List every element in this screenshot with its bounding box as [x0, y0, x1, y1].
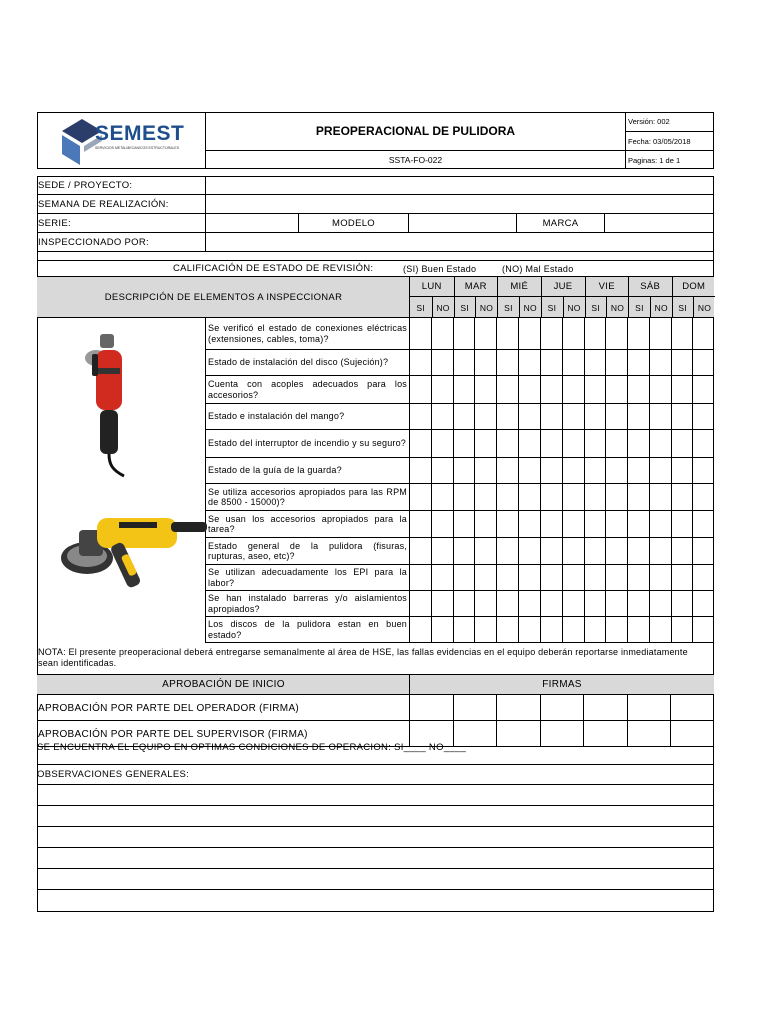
- si-checkbox[interactable]: [671, 565, 693, 590]
- sede-input[interactable]: [205, 176, 713, 195]
- no-checkbox[interactable]: [649, 376, 671, 403]
- no-checkbox[interactable]: [431, 318, 453, 349]
- item-label: [206, 484, 409, 510]
- si-checkbox[interactable]: [453, 350, 475, 375]
- si-checkbox[interactable]: [584, 318, 606, 349]
- item-text: Se utilizan adecuadamente los EPI para la labor?: [208, 567, 407, 588]
- days-header: [409, 276, 714, 318]
- checklist-row: [206, 511, 714, 538]
- supervisor-label: APROBACIÓN POR PARTE DEL SUPERVISOR (FIRMA): [38, 728, 308, 740]
- si-checkbox[interactable]: [496, 565, 518, 590]
- si-header: SI: [497, 297, 519, 318]
- operator-signature-cell[interactable]: [583, 695, 627, 720]
- no-checkbox[interactable]: [605, 458, 627, 483]
- logo-cell: [37, 112, 206, 169]
- operator-signature-cell[interactable]: [627, 695, 671, 720]
- si-checkbox[interactable]: [409, 458, 431, 483]
- no-checkbox[interactable]: [431, 376, 453, 403]
- no-checkbox[interactable]: [562, 350, 584, 375]
- observaciones-line-2[interactable]: [37, 806, 714, 827]
- no-checkbox[interactable]: [605, 591, 627, 616]
- no-checkbox[interactable]: [692, 458, 714, 483]
- si-checkbox[interactable]: [453, 538, 475, 564]
- checklist-row: [206, 538, 714, 565]
- meta-cell: [625, 112, 714, 169]
- si-checkbox[interactable]: [584, 617, 606, 642]
- no-header: NO: [606, 297, 628, 318]
- si-checkbox[interactable]: [627, 318, 649, 349]
- day-header-0: LUN: [410, 277, 454, 297]
- no-header: NO: [563, 297, 585, 318]
- row-semana: [37, 195, 714, 214]
- no-checkbox[interactable]: [431, 404, 453, 429]
- no-checkbox[interactable]: [605, 430, 627, 457]
- no-checkbox[interactable]: [605, 376, 627, 403]
- serie-label: SERIE:: [38, 218, 71, 229]
- si-checkbox[interactable]: [409, 617, 431, 642]
- si-checkbox[interactable]: [409, 404, 431, 429]
- no-checkbox[interactable]: [474, 484, 496, 510]
- si-checkbox[interactable]: [409, 318, 431, 349]
- inspeccionado-input[interactable]: [205, 233, 713, 252]
- no-checkbox[interactable]: [518, 591, 540, 616]
- day-header-3: JUE: [541, 277, 585, 297]
- si-checkbox[interactable]: [627, 430, 649, 457]
- no-checkbox[interactable]: [431, 430, 453, 457]
- semana-input[interactable]: [205, 195, 713, 214]
- no-checkbox[interactable]: [431, 538, 453, 564]
- si-checkbox[interactable]: [409, 484, 431, 510]
- observaciones-line-4[interactable]: [37, 848, 714, 869]
- item-text: Estado del interruptor de incendio y su seguro?: [208, 438, 407, 449]
- si-checkbox[interactable]: [584, 591, 606, 616]
- date-label: Fecha: 03/05/2018: [626, 132, 714, 151]
- modelo-label: MODELO: [299, 214, 409, 233]
- no-checkbox[interactable]: [605, 350, 627, 375]
- version-label: Versión: 002: [626, 112, 714, 132]
- no-header: NO: [432, 297, 454, 318]
- desc-header: DESCRIPCIÓN DE ELEMENTOS A INSPECCIONAR: [37, 276, 410, 318]
- no-checkbox[interactable]: [474, 565, 496, 590]
- si-checkbox[interactable]: [409, 376, 431, 403]
- si-checkbox[interactable]: [409, 538, 431, 564]
- observaciones-line-5[interactable]: [37, 869, 714, 890]
- row-serie: [37, 214, 714, 233]
- si-checkbox[interactable]: [671, 458, 693, 483]
- si-checkbox[interactable]: [584, 430, 606, 457]
- no-checkbox[interactable]: [562, 430, 584, 457]
- si-checkbox[interactable]: [627, 591, 649, 616]
- no-checkbox[interactable]: [605, 538, 627, 564]
- no-checkbox[interactable]: [474, 511, 496, 537]
- no-checkbox[interactable]: [518, 430, 540, 457]
- no-checkbox[interactable]: [474, 617, 496, 642]
- observaciones-line-6[interactable]: [37, 890, 714, 911]
- no-checkbox[interactable]: [474, 404, 496, 429]
- no-checkbox[interactable]: [562, 591, 584, 616]
- yellow-grinder-icon: [59, 496, 209, 596]
- si-checkbox[interactable]: [584, 538, 606, 564]
- si-checkbox[interactable]: [671, 350, 693, 375]
- day-header-1: MAR: [454, 277, 498, 297]
- no-header: NO: [650, 297, 672, 318]
- item-text: Se verificó el estado de conexiones eléctricas (extensiones, cables, toma)?: [208, 323, 407, 344]
- no-checkbox[interactable]: [692, 318, 714, 349]
- no-checkbox[interactable]: [649, 511, 671, 537]
- no-checkbox[interactable]: [518, 350, 540, 375]
- operator-signature-cell[interactable]: [453, 695, 497, 720]
- si-checkbox[interactable]: [671, 511, 693, 537]
- no-checkbox[interactable]: [605, 617, 627, 642]
- item-label: [206, 511, 409, 537]
- no-checkbox[interactable]: [562, 565, 584, 590]
- item-text: Estado e instalación del mango?: [208, 411, 345, 422]
- si-checkbox[interactable]: [627, 484, 649, 510]
- operator-label: APROBACIÓN POR PARTE DEL OPERADOR (FIRMA): [38, 702, 300, 714]
- item-label: [206, 458, 409, 483]
- no-checkbox[interactable]: [562, 404, 584, 429]
- operator-signature-cell[interactable]: [409, 695, 453, 720]
- pages-label: Paginas: 1 de 1: [628, 155, 681, 165]
- no-checkbox[interactable]: [518, 565, 540, 590]
- no-checkbox[interactable]: [649, 591, 671, 616]
- no-checkbox[interactable]: [562, 458, 584, 483]
- no-checkbox[interactable]: [518, 376, 540, 403]
- no-checkbox[interactable]: [518, 458, 540, 483]
- day-header-5: SÁB: [628, 277, 672, 297]
- si-checkbox[interactable]: [540, 511, 562, 537]
- si-checkbox[interactable]: [409, 350, 431, 375]
- si-checkbox[interactable]: [671, 430, 693, 457]
- approval-header: APROBACIÓN DE INICIO: [37, 674, 410, 695]
- no-checkbox[interactable]: [649, 458, 671, 483]
- si-header: SI: [541, 297, 563, 318]
- item-label: [206, 538, 409, 564]
- no-checkbox[interactable]: [431, 511, 453, 537]
- no-checkbox[interactable]: [692, 350, 714, 375]
- item-text: Se usan los accesorios apropiados para la tarea?: [208, 513, 407, 534]
- no-checkbox[interactable]: [562, 617, 584, 642]
- checklist-row: [206, 376, 714, 404]
- si-checkbox[interactable]: [496, 591, 518, 616]
- serie-input[interactable]: [205, 214, 299, 233]
- si-checkbox[interactable]: [453, 617, 475, 642]
- no-checkbox[interactable]: [562, 511, 584, 537]
- checklist-row: [206, 404, 714, 430]
- si-checkbox[interactable]: [671, 404, 693, 429]
- si-checkbox[interactable]: [409, 591, 431, 616]
- no-checkbox[interactable]: [431, 565, 453, 590]
- si-checkbox[interactable]: [627, 617, 649, 642]
- si-checkbox[interactable]: [584, 484, 606, 510]
- no-checkbox[interactable]: [518, 511, 540, 537]
- no-checkbox[interactable]: [692, 404, 714, 429]
- inspeccionado-label: INSPECCIONADO POR:: [38, 237, 149, 248]
- si-header: SI: [585, 297, 607, 318]
- no-checkbox[interactable]: [649, 404, 671, 429]
- no-checkbox[interactable]: [431, 617, 453, 642]
- si-checkbox[interactable]: [453, 318, 475, 349]
- si-checkbox[interactable]: [540, 318, 562, 349]
- no-checkbox[interactable]: [518, 617, 540, 642]
- si-checkbox[interactable]: [627, 376, 649, 403]
- condiciones-row: SE ENCUENTRA EL EQUIPO EN OPTIMAS CONDICIONES DE OPERACION: SI____ NO____: [37, 743, 714, 765]
- no-checkbox[interactable]: [692, 376, 714, 403]
- no-checkbox[interactable]: [605, 484, 627, 510]
- marca-input[interactable]: [605, 214, 713, 233]
- si-checkbox[interactable]: [453, 484, 475, 510]
- si-checkbox[interactable]: [671, 376, 693, 403]
- si-checkbox[interactable]: [453, 458, 475, 483]
- si-checkbox[interactable]: [627, 565, 649, 590]
- no-checkbox[interactable]: [431, 591, 453, 616]
- no-checkbox[interactable]: [431, 350, 453, 375]
- item-label: [206, 591, 409, 616]
- red-grinder-icon: [82, 328, 142, 478]
- si-checkbox[interactable]: [453, 565, 475, 590]
- no-checkbox[interactable]: [649, 318, 671, 349]
- item-text: Se han instalado barreras y/o aislamientos apropiados?: [208, 593, 407, 614]
- no-checkbox[interactable]: [474, 376, 496, 403]
- no-checkbox[interactable]: [605, 511, 627, 537]
- si-checkbox[interactable]: [453, 511, 475, 537]
- no-checkbox[interactable]: [649, 538, 671, 564]
- si-checkbox[interactable]: [496, 430, 518, 457]
- si-header: SI: [672, 297, 694, 318]
- row-sede: [37, 176, 714, 195]
- item-label: [206, 617, 409, 642]
- rating-si: (SI) Buen Estado: [403, 263, 477, 274]
- si-checkbox[interactable]: [496, 376, 518, 403]
- item-text: Los discos de la pulidora estan en buen estado?: [208, 619, 407, 640]
- no-checkbox[interactable]: [692, 511, 714, 537]
- operator-signature-cell[interactable]: [540, 695, 584, 720]
- logo-tagline: SERVICIOS METALMECANICOS ESTRUCTURALES: [95, 146, 180, 150]
- no-checkbox[interactable]: [431, 484, 453, 510]
- images-cell: [37, 318, 206, 643]
- si-checkbox[interactable]: [540, 350, 562, 375]
- checklist-row: [206, 350, 714, 376]
- item-label: [206, 318, 409, 349]
- observaciones-line-3[interactable]: [37, 827, 714, 848]
- si-checkbox[interactable]: [540, 591, 562, 616]
- no-checkbox[interactable]: [605, 565, 627, 590]
- no-header: NO: [475, 297, 497, 318]
- si-checkbox[interactable]: [496, 318, 518, 349]
- rating-label: CALIFICACIÓN DE ESTADO DE REVISIÓN:: [173, 263, 374, 274]
- si-checkbox[interactable]: [453, 404, 475, 429]
- no-checkbox[interactable]: [518, 538, 540, 564]
- no-checkbox[interactable]: [518, 404, 540, 429]
- operator-signature-cell[interactable]: [496, 695, 540, 720]
- operator-signature-cell[interactable]: [670, 695, 714, 720]
- nota-text: NOTA: El presente preoperacional deberá entregarse semanalmente al área de HSE, las fallas evidencias en el equipo deberán reportarse inmediatamente sean identificadas.: [38, 647, 688, 668]
- no-checkbox[interactable]: [605, 404, 627, 429]
- no-checkbox[interactable]: [649, 565, 671, 590]
- si-checkbox[interactable]: [584, 404, 606, 429]
- item-text: Cuenta con acoples adecuados para los accesorios?: [208, 379, 407, 400]
- modelo-input[interactable]: [409, 214, 517, 233]
- si-checkbox[interactable]: [671, 318, 693, 349]
- si-checkbox[interactable]: [584, 350, 606, 375]
- si-checkbox[interactable]: [540, 484, 562, 510]
- checklist-row: [206, 318, 714, 350]
- day-header-6: DOM: [672, 277, 716, 297]
- no-checkbox[interactable]: [474, 538, 496, 564]
- no-checkbox[interactable]: [562, 376, 584, 403]
- sede-label: SEDE / PROYECTO:: [38, 180, 133, 191]
- no-checkbox[interactable]: [649, 430, 671, 457]
- checklist-row: [206, 617, 714, 643]
- no-header: NO: [519, 297, 541, 318]
- si-checkbox[interactable]: [627, 511, 649, 537]
- checklist-row: [206, 484, 714, 511]
- no-checkbox[interactable]: [562, 318, 584, 349]
- si-checkbox[interactable]: [540, 430, 562, 457]
- no-checkbox[interactable]: [474, 350, 496, 375]
- si-checkbox[interactable]: [496, 458, 518, 483]
- item-text: Estado general de la pulidora (fisuras, rupturas, aseo, etc)?: [208, 540, 407, 561]
- si-checkbox[interactable]: [671, 591, 693, 616]
- no-checkbox[interactable]: [474, 318, 496, 349]
- si-checkbox[interactable]: [627, 458, 649, 483]
- form-code: SSTA-FO-022: [388, 155, 443, 165]
- no-checkbox[interactable]: [692, 617, 714, 642]
- no-checkbox[interactable]: [518, 318, 540, 349]
- item-text: Estado de la guía de la guarda?: [208, 465, 342, 476]
- item-text: Estado de instalación del disco (Sujeción)?: [208, 357, 389, 368]
- observaciones-label: OBSERVACIONES GENERALES:: [37, 765, 714, 785]
- no-checkbox[interactable]: [692, 591, 714, 616]
- no-checkbox[interactable]: [692, 430, 714, 457]
- si-checkbox[interactable]: [627, 404, 649, 429]
- si-checkbox[interactable]: [409, 565, 431, 590]
- semana-label: SEMANA DE REALIZACIÓN:: [38, 199, 169, 210]
- checklist-row: [206, 458, 714, 484]
- si-checkbox[interactable]: [496, 404, 518, 429]
- row-inspeccionado: [37, 233, 714, 252]
- si-checkbox[interactable]: [496, 511, 518, 537]
- si-checkbox[interactable]: [540, 565, 562, 590]
- item-label: [206, 430, 409, 457]
- spacer-row: [37, 252, 714, 261]
- si-checkbox[interactable]: [453, 430, 475, 457]
- si-checkbox[interactable]: [671, 538, 693, 564]
- si-header: SI: [454, 297, 476, 318]
- si-checkbox[interactable]: [409, 430, 431, 457]
- si-checkbox[interactable]: [496, 538, 518, 564]
- no-checkbox[interactable]: [649, 484, 671, 510]
- marca-label: MARCA: [517, 214, 605, 233]
- form-title: PREOPERACIONAL DE PULIDORA: [206, 112, 625, 151]
- no-checkbox[interactable]: [649, 350, 671, 375]
- item-label: [206, 404, 409, 429]
- item-label: [206, 350, 409, 375]
- no-checkbox[interactable]: [692, 484, 714, 510]
- si-checkbox[interactable]: [453, 376, 475, 403]
- si-checkbox[interactable]: [584, 565, 606, 590]
- checklist-row: [206, 430, 714, 458]
- si-checkbox[interactable]: [540, 617, 562, 642]
- si-header: SI: [416, 302, 426, 313]
- no-checkbox[interactable]: [474, 430, 496, 457]
- signature-rows: [37, 695, 714, 747]
- no-checkbox[interactable]: [692, 565, 714, 590]
- no-checkbox[interactable]: [605, 318, 627, 349]
- no-checkbox[interactable]: [431, 458, 453, 483]
- si-checkbox[interactable]: [540, 404, 562, 429]
- si-checkbox[interactable]: [627, 350, 649, 375]
- si-checkbox[interactable]: [496, 617, 518, 642]
- checklist-row: [206, 591, 714, 617]
- firmas-header: FIRMAS: [409, 674, 714, 695]
- si-checkbox[interactable]: [671, 617, 693, 642]
- rating-no: (NO) Mal Estado: [502, 263, 574, 274]
- no-checkbox[interactable]: [518, 484, 540, 510]
- si-checkbox[interactable]: [496, 484, 518, 510]
- si-checkbox[interactable]: [496, 350, 518, 375]
- item-label: [206, 565, 409, 590]
- no-checkbox[interactable]: [649, 617, 671, 642]
- si-checkbox[interactable]: [540, 458, 562, 483]
- rating-row: [37, 261, 714, 276]
- no-checkbox[interactable]: [562, 484, 584, 510]
- day-header-2: MIÉ: [497, 277, 541, 297]
- no-header: NO: [693, 297, 715, 318]
- si-checkbox[interactable]: [409, 511, 431, 537]
- no-checkbox[interactable]: [474, 458, 496, 483]
- si-checkbox[interactable]: [671, 484, 693, 510]
- si-checkbox[interactable]: [540, 376, 562, 403]
- checklist-row: [206, 565, 714, 591]
- si-checkbox[interactable]: [453, 591, 475, 616]
- si-checkbox[interactable]: [540, 538, 562, 564]
- si-checkbox[interactable]: [584, 511, 606, 537]
- logo-text: SEMEST: [95, 122, 185, 145]
- day-header-4: VIE: [585, 277, 629, 297]
- checklist: [37, 318, 714, 643]
- si-header: SI: [628, 297, 650, 318]
- no-checkbox[interactable]: [474, 591, 496, 616]
- no-checkbox[interactable]: [562, 538, 584, 564]
- si-checkbox[interactable]: [627, 538, 649, 564]
- item-text: Se utiliza accesorios apropiados para las RPM de 8500 - 15000)?: [208, 486, 407, 507]
- observaciones-line-1[interactable]: [37, 785, 714, 806]
- si-checkbox[interactable]: [584, 376, 606, 403]
- item-label: [206, 376, 409, 403]
- no-checkbox[interactable]: [692, 538, 714, 564]
- si-checkbox[interactable]: [584, 458, 606, 483]
